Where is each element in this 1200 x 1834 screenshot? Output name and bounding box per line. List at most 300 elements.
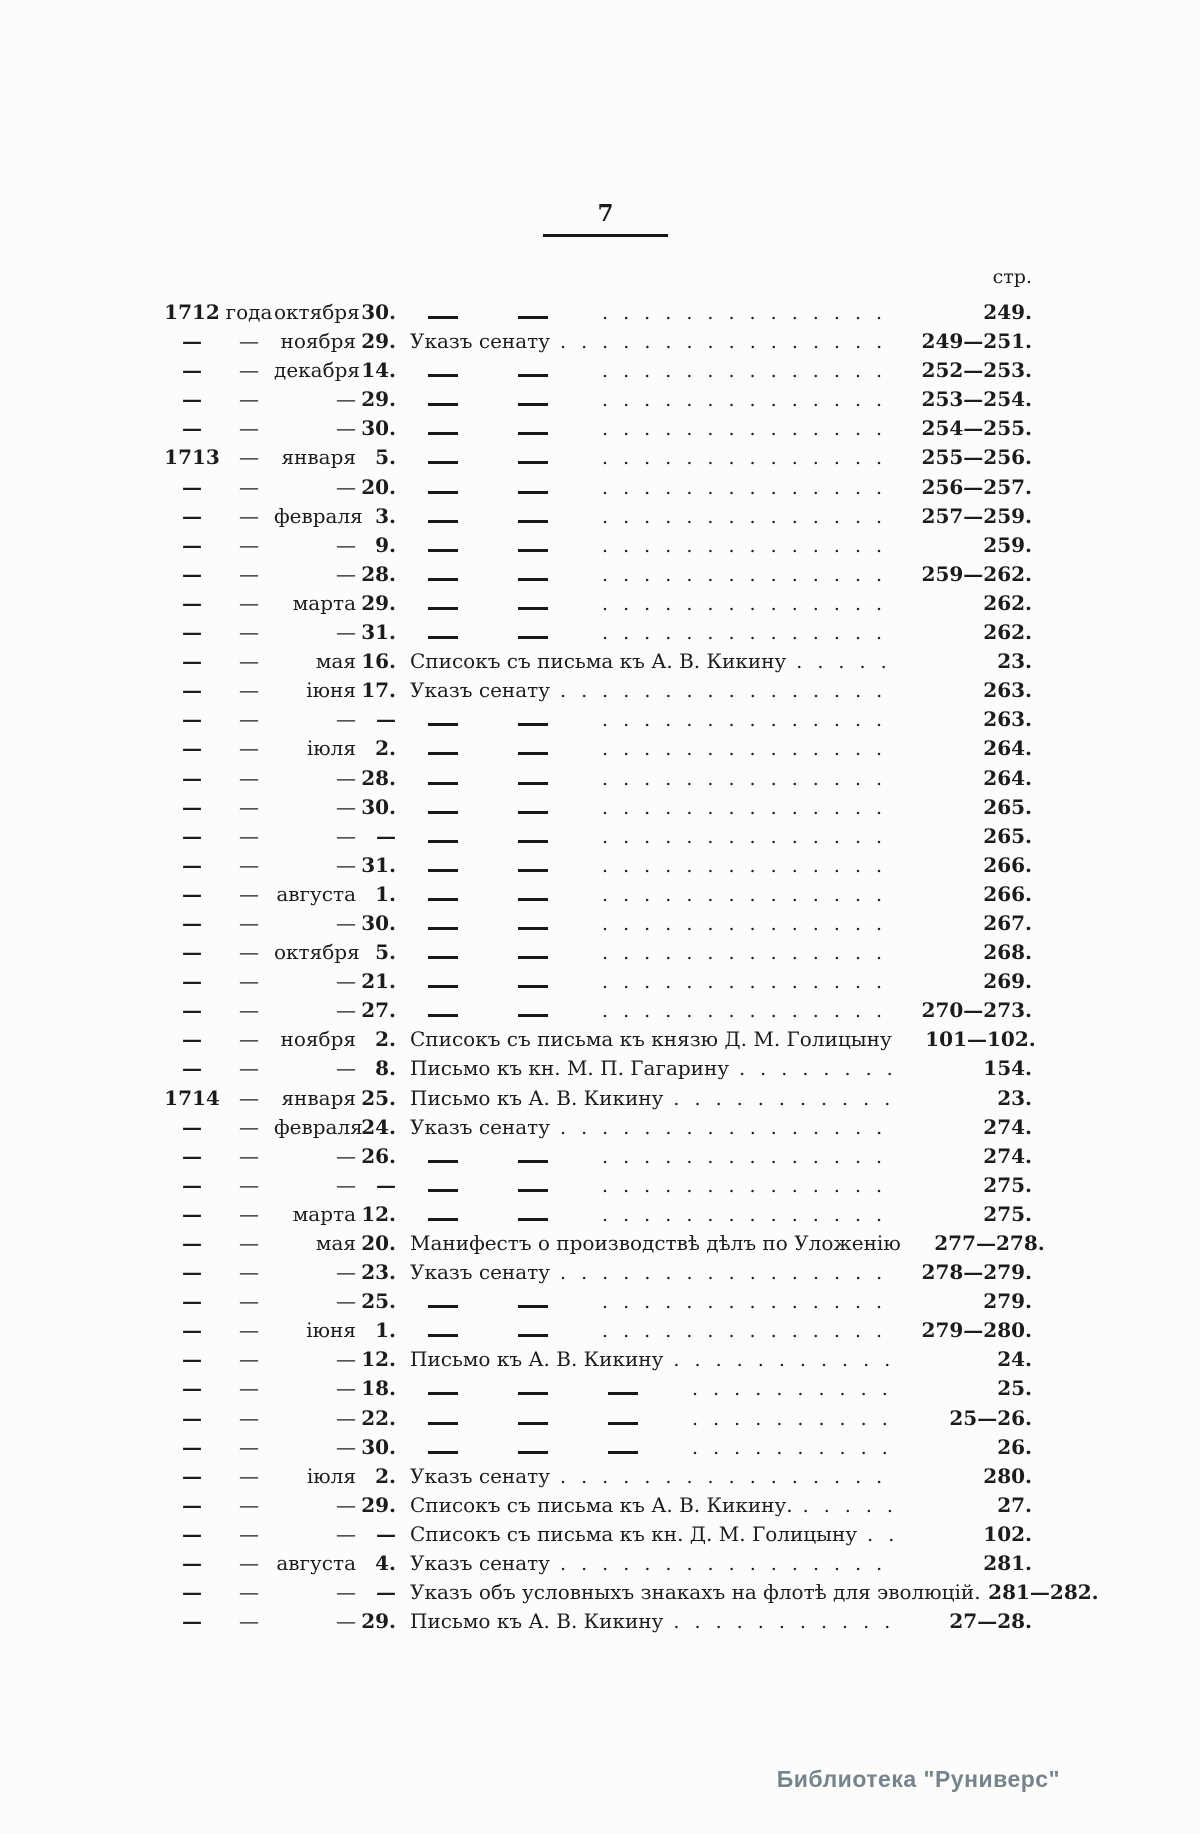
toc-year: — <box>182 1260 202 1285</box>
toc-entry-title <box>410 300 592 324</box>
toc-year-ditto: — <box>239 1056 259 1081</box>
toc-year-ditto: — <box>239 1231 259 1255</box>
ditto-dash <box>428 752 458 755</box>
toc-entry-title <box>410 998 592 1022</box>
toc-month: — <box>336 794 356 819</box>
toc-row <box>160 358 1032 387</box>
toc-row <box>160 1144 1032 1173</box>
toc-entry-title <box>410 1173 592 1197</box>
toc-row <box>160 1086 1032 1115</box>
toc-day: 17. <box>361 678 396 703</box>
toc-day: 30. <box>361 416 396 441</box>
dot-leader <box>602 971 898 993</box>
toc-day: 23. <box>361 1260 396 1285</box>
toc-year: 1714 <box>164 1085 220 1110</box>
ditto-dash <box>518 578 548 581</box>
toc-entry-title <box>410 1202 592 1226</box>
toc-page-ref: 154. <box>983 1056 1032 1081</box>
toc-day: 25. <box>361 1289 396 1314</box>
toc-year-ditto: — <box>239 620 259 645</box>
ditto-dash <box>518 956 548 959</box>
toc-entry-title: Списокъ съ письма къ А. В. Кикину. <box>410 1492 793 1517</box>
dot-leader <box>602 506 898 528</box>
toc-page-ref: 259—262. <box>921 561 1032 586</box>
toc-year-ditto: — <box>239 707 259 732</box>
toc-day: 18. <box>361 1376 396 1401</box>
toc-row <box>160 1522 1032 1551</box>
dot-leader <box>602 913 898 935</box>
toc-month: января <box>281 1085 356 1110</box>
toc-day: 20. <box>361 474 396 499</box>
toc-entry-title <box>410 766 592 790</box>
toc-year: — <box>182 387 202 412</box>
toc-year-ditto: — <box>239 445 259 470</box>
toc-year-ditto: — <box>239 561 259 586</box>
toc-row <box>160 1056 1032 1085</box>
dot-leader <box>602 1204 898 1226</box>
toc-day: 27. <box>361 998 396 1023</box>
toc-page-ref: 253—254. <box>921 387 1032 412</box>
toc-row <box>160 940 1032 969</box>
dot-leader <box>602 1000 898 1022</box>
page-column-header: стр. <box>992 266 1032 288</box>
toc-entry-title: Указъ сенату <box>410 1260 550 1285</box>
toc-day: 5. <box>375 940 396 965</box>
toc-day: 8. <box>375 1056 396 1081</box>
toc-year-ditto: — <box>239 1463 259 1488</box>
toc-month: марта <box>292 590 356 615</box>
toc-month: — <box>336 532 356 557</box>
toc-day: 28. <box>361 765 396 790</box>
toc-year-ditto: — <box>239 649 259 674</box>
toc-year: — <box>182 998 202 1023</box>
toc-month: — <box>336 1143 356 1168</box>
toc-page-ref: 102. <box>983 1521 1032 1546</box>
toc-year: — <box>182 1609 202 1634</box>
toc-entry-title <box>410 445 592 469</box>
ditto-dash <box>428 782 458 785</box>
toc-year-ditto: — <box>239 998 259 1023</box>
dot-leader <box>560 1553 898 1575</box>
toc-page-ref: 101—102. <box>925 1027 1036 1052</box>
dot-leader <box>602 1146 898 1168</box>
toc-day: 21. <box>361 969 396 994</box>
toc-table <box>160 300 1099 1638</box>
toc-year: — <box>182 707 202 732</box>
toc-row <box>160 911 1032 940</box>
toc-page-ref: 254—255. <box>921 416 1032 441</box>
toc-entry-title <box>410 940 592 964</box>
ditto-dash <box>518 869 548 872</box>
toc-month: — <box>336 1492 356 1517</box>
toc-month: февраля <box>274 1114 363 1139</box>
ditto-dash <box>428 1014 458 1017</box>
toc-month: февраля <box>274 503 363 528</box>
toc-year: — <box>182 1580 202 1605</box>
toc-month: ноября <box>280 1027 356 1052</box>
dot-leader <box>602 477 898 499</box>
page-number-rule <box>543 234 668 237</box>
toc-day: 2. <box>375 1463 396 1488</box>
dot-leader <box>602 622 898 644</box>
dot-leader <box>739 1058 898 1080</box>
dot-leader <box>673 1088 898 1110</box>
ditto-dash <box>428 636 458 639</box>
toc-entry-title: Манифестъ о производствѣ дѣлъ по Уложенію <box>410 1231 901 1255</box>
toc-month: іюля <box>306 736 356 761</box>
toc-month: — <box>336 1521 356 1546</box>
toc-entry-title <box>410 707 592 731</box>
dot-leader <box>602 738 898 760</box>
toc-day: 12. <box>361 1201 396 1226</box>
toc-month: мая <box>315 1231 356 1255</box>
toc-page-ref: 263. <box>983 678 1032 703</box>
toc-year: — <box>182 1318 202 1343</box>
ditto-dash <box>428 869 458 872</box>
library-watermark: Библиотека "Руниверс" <box>776 1766 1060 1792</box>
toc-year-ditto: — <box>239 1172 259 1197</box>
toc-year: — <box>182 1056 202 1081</box>
toc-row <box>160 795 1032 824</box>
ditto-dash <box>518 1160 548 1163</box>
toc-entry-title <box>410 562 592 586</box>
dot-leader <box>673 1611 898 1633</box>
ditto-dash <box>428 723 458 726</box>
ditto-dash <box>428 927 458 930</box>
toc-day: 4. <box>375 1551 396 1576</box>
toc-row <box>160 1347 1032 1376</box>
toc-year-ditto: года <box>225 300 273 324</box>
toc-year-ditto: — <box>239 1521 259 1546</box>
toc-day: 31. <box>361 852 396 877</box>
toc-day: 14. <box>361 358 396 383</box>
toc-year-ditto: — <box>239 416 259 441</box>
toc-month: — <box>336 561 356 586</box>
toc-row <box>160 1580 1099 1609</box>
dot-leader <box>803 1495 898 1517</box>
toc-page-ref: 264. <box>983 736 1032 761</box>
toc-year: — <box>182 474 202 499</box>
toc-row <box>160 707 1032 736</box>
toc-entry-title <box>410 591 592 615</box>
dot-leader <box>602 447 898 469</box>
ditto-dash <box>518 1422 548 1425</box>
ditto-dash <box>428 607 458 610</box>
toc-entry-title <box>410 475 592 499</box>
toc-month: — <box>336 1260 356 1285</box>
ditto-dash <box>428 1218 458 1221</box>
dot-leader <box>673 1349 898 1371</box>
toc-day: 20. <box>361 1231 396 1255</box>
toc-entry-title <box>410 911 592 935</box>
toc-year-ditto: — <box>239 1492 259 1517</box>
ditto-dash <box>518 1392 548 1395</box>
ditto-dash <box>518 403 548 406</box>
toc-month: — <box>336 707 356 732</box>
toc-year: — <box>182 358 202 383</box>
toc-year-ditto: — <box>239 969 259 994</box>
ditto-dash <box>428 374 458 377</box>
toc-month: — <box>336 620 356 645</box>
ditto-dash <box>428 811 458 814</box>
toc-entry-title <box>410 1144 592 1168</box>
toc-year: — <box>182 503 202 528</box>
toc-year: — <box>182 765 202 790</box>
toc-year: — <box>182 940 202 965</box>
ditto-dash <box>428 491 458 494</box>
toc-entry-title: Письмо къ А. В. Кикину <box>410 1347 664 1372</box>
toc-year-ditto: — <box>239 1201 259 1226</box>
toc-content <box>160 266 1099 1638</box>
toc-year-ditto: — <box>239 329 259 354</box>
toc-day: 1. <box>375 881 396 906</box>
toc-row <box>160 475 1032 504</box>
toc-page-ref: 279. <box>983 1289 1032 1314</box>
toc-entry-title <box>410 1289 592 1313</box>
toc-entry-title: Указъ объ условныхъ знакахъ на флотѣ для эволюцій. <box>410 1580 981 1605</box>
ditto-dash <box>428 461 458 464</box>
toc-page-ref: 263. <box>983 707 1032 732</box>
toc-year: — <box>182 561 202 586</box>
toc-page-ref: 262. <box>983 620 1032 645</box>
toc-page-ref: 25—26. <box>949 1405 1032 1430</box>
toc-month: — <box>336 1609 356 1634</box>
ditto-dash <box>518 985 548 988</box>
ditto-dash <box>518 1218 548 1221</box>
ditto-dash <box>518 491 548 494</box>
toc-row <box>160 1464 1032 1493</box>
dot-leader <box>602 768 898 790</box>
ditto-dash <box>428 985 458 988</box>
toc-year: — <box>182 329 202 354</box>
toc-year-ditto: — <box>239 590 259 615</box>
toc-day: 24. <box>361 1114 396 1139</box>
ditto-dash <box>518 461 548 464</box>
toc-row <box>160 1289 1032 1318</box>
dot-leader <box>602 709 898 731</box>
toc-entry-title <box>410 416 592 440</box>
ditto-dash <box>518 1305 548 1308</box>
toc-year: — <box>182 1376 202 1401</box>
dot-leader <box>602 1320 898 1342</box>
toc-entry-title <box>410 533 592 557</box>
toc-entry-title <box>410 1435 682 1459</box>
toc-year: — <box>182 590 202 615</box>
toc-day: 31. <box>361 620 396 645</box>
toc-month: — <box>336 1405 356 1430</box>
ditto-dash <box>518 811 548 814</box>
toc-year: — <box>182 532 202 557</box>
toc-year: — <box>182 881 202 906</box>
toc-year: — <box>182 1114 202 1139</box>
toc-month: — <box>336 1347 356 1372</box>
ditto-dash <box>518 1014 548 1017</box>
toc-page-ref: 256—257. <box>921 474 1032 499</box>
toc-year: — <box>182 1231 202 1255</box>
toc-year-ditto: — <box>239 358 259 383</box>
toc-row <box>160 1318 1032 1347</box>
toc-month: іюня <box>306 678 356 703</box>
ditto-dash <box>518 316 548 319</box>
toc-page-ref: 281. <box>983 1551 1032 1576</box>
toc-row <box>160 998 1032 1027</box>
dot-leader <box>602 942 898 964</box>
toc-year: — <box>182 1027 202 1052</box>
dot-leader <box>602 884 898 906</box>
toc-row <box>160 416 1032 445</box>
dot-leader <box>602 535 898 557</box>
toc-entry-title <box>410 969 592 993</box>
toc-year-ditto: — <box>239 1114 259 1139</box>
toc-day: 2. <box>375 1027 396 1052</box>
toc-entry-title: Письмо къ кн. М. П. Гагарину <box>410 1056 730 1081</box>
toc-page-ref: 279—280. <box>921 1318 1032 1343</box>
toc-day: 12. <box>361 1347 396 1372</box>
toc-row <box>160 504 1032 533</box>
toc-entry-title <box>410 358 592 382</box>
dot-leader <box>560 1262 898 1284</box>
toc-month: — <box>336 1056 356 1081</box>
toc-month: — <box>336 474 356 499</box>
toc-day: — <box>376 1172 396 1197</box>
ditto-dash <box>518 898 548 901</box>
toc-entry-title <box>410 387 592 411</box>
toc-year-ditto: — <box>239 1580 259 1605</box>
ditto-dash <box>518 636 548 639</box>
ditto-dash <box>428 316 458 319</box>
toc-row <box>160 445 1032 474</box>
toc-year: — <box>182 1289 202 1314</box>
toc-row <box>160 1115 1032 1144</box>
toc-row <box>160 969 1032 998</box>
toc-year: 1713 <box>164 445 220 470</box>
toc-year: — <box>182 852 202 877</box>
dot-leader <box>692 1378 898 1400</box>
toc-year: 1712 <box>164 300 220 324</box>
toc-row <box>160 736 1032 765</box>
toc-page-ref: 265. <box>983 823 1032 848</box>
toc-year: — <box>182 1434 202 1459</box>
toc-page-ref: 281—282. <box>988 1580 1099 1605</box>
ditto-dash <box>518 782 548 785</box>
ditto-dash <box>608 1392 638 1395</box>
ditto-dash <box>518 1189 548 1192</box>
toc-year-ditto: — <box>239 881 259 906</box>
toc-day: 26. <box>361 1143 396 1168</box>
ditto-dash <box>428 432 458 435</box>
toc-year-ditto: — <box>239 1260 259 1285</box>
toc-entry-title: Указъ сенату <box>410 1551 550 1576</box>
toc-page-ref: 23. <box>997 649 1032 674</box>
toc-row <box>160 1231 1045 1260</box>
toc-year: — <box>182 1463 202 1488</box>
toc-row <box>160 882 1032 911</box>
toc-row <box>160 591 1032 620</box>
ditto-dash <box>428 1451 458 1454</box>
toc-day: 22. <box>361 1405 396 1430</box>
dot-leader <box>602 593 898 615</box>
toc-entry-title: Списокъ съ письма къ князю Д. М. Голицыну <box>410 1027 892 1052</box>
ditto-dash <box>518 520 548 523</box>
dot-leader <box>560 1466 898 1488</box>
toc-entry-title <box>410 795 592 819</box>
toc-year-ditto: — <box>239 1027 259 1052</box>
toc-year: — <box>182 910 202 935</box>
ditto-dash <box>608 1422 638 1425</box>
toc-page-ref: 267. <box>983 910 1032 935</box>
dot-leader <box>867 1524 898 1546</box>
toc-day: 29. <box>361 1609 396 1634</box>
toc-entry-title: Указъ сенату <box>410 1114 550 1139</box>
ditto-dash <box>428 403 458 406</box>
toc-month: ноября <box>280 329 356 354</box>
toc-year-ditto: — <box>239 503 259 528</box>
toc-year-ditto: — <box>239 910 259 935</box>
toc-page-ref: 270—273. <box>921 998 1032 1023</box>
ditto-dash <box>608 1451 638 1454</box>
toc-month: декабря <box>274 358 361 383</box>
toc-day: 9. <box>375 532 396 557</box>
toc-row <box>160 1376 1032 1405</box>
dot-leader <box>560 331 898 353</box>
toc-year-ditto: — <box>239 1347 259 1372</box>
toc-year-ditto: — <box>239 474 259 499</box>
page-number: 7 <box>597 200 614 227</box>
toc-row <box>160 1173 1032 1202</box>
ditto-dash <box>428 1160 458 1163</box>
toc-day: — <box>376 1521 396 1546</box>
toc-month: — <box>336 969 356 994</box>
toc-month: мая <box>315 649 356 674</box>
toc-year: — <box>182 1551 202 1576</box>
toc-day: 30. <box>361 910 396 935</box>
toc-month: октября <box>274 940 360 965</box>
toc-row <box>160 1493 1032 1522</box>
toc-entry-title <box>410 1406 682 1430</box>
toc-year: — <box>182 794 202 819</box>
dot-leader <box>560 1117 898 1139</box>
toc-row <box>160 1406 1032 1435</box>
toc-row <box>160 562 1032 591</box>
toc-year: — <box>182 1347 202 1372</box>
toc-year: — <box>182 1201 202 1226</box>
toc-row <box>160 1551 1032 1580</box>
ditto-dash <box>428 578 458 581</box>
toc-entry-title <box>410 882 592 906</box>
toc-month: — <box>336 1434 356 1459</box>
toc-year: — <box>182 823 202 848</box>
toc-page-ref: 25. <box>997 1376 1032 1401</box>
toc-row <box>160 1202 1032 1231</box>
toc-year-ditto: — <box>239 765 259 790</box>
dot-leader <box>602 360 898 382</box>
toc-day: 16. <box>361 649 396 674</box>
toc-row <box>160 533 1032 562</box>
toc-year-ditto: — <box>239 794 259 819</box>
ditto-dash <box>518 1334 548 1337</box>
toc-page-ref: 274. <box>983 1143 1032 1168</box>
toc-year: — <box>182 678 202 703</box>
toc-entry-title <box>410 853 592 877</box>
toc-year-ditto: — <box>239 1434 259 1459</box>
dot-leader <box>602 855 898 877</box>
ditto-dash <box>428 956 458 959</box>
ditto-dash <box>428 1392 458 1395</box>
toc-entry-title: Списокъ съ письма къ кн. Д. М. Голицыну <box>410 1521 858 1546</box>
toc-day: 30. <box>361 794 396 819</box>
dot-leader <box>602 797 898 819</box>
toc-day: 29. <box>361 329 396 354</box>
